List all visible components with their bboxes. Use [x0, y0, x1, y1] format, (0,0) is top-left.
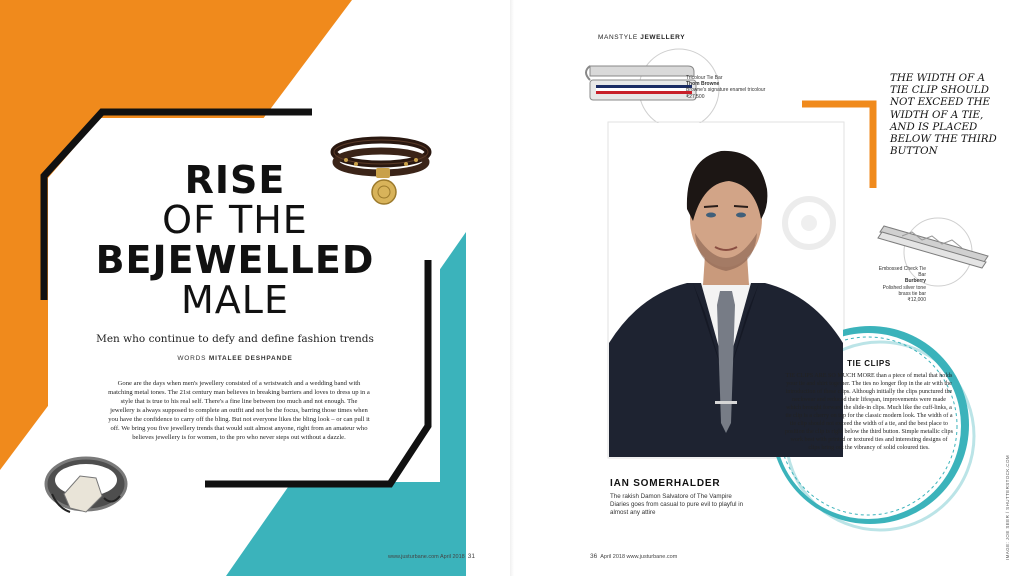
- product1-brand: Thom Browne: [686, 81, 720, 88]
- product2-label: [870, 266, 926, 303]
- tie-clips-title: TIE CLIPS: [847, 359, 891, 368]
- headline-line-2: OF THE: [162, 198, 308, 242]
- tie-clips-body: TIE CLIPS ARE SO MUCH MORE than a piece of metal that holds your tie and shirt together. The ties no longer flop in the air with the introduction of these clips. Although initially the clips punctured the neckwear and reduced their lifespan, improvements were made which brought forward the slide-in clips. Much like the cuff-links, a tie clip is a cherry on top for the classic modern look. The width of a tie clip should not exceed the width of a tie, and the best place to position the clip is right below the third button. Simple metallic clips work best with printed or textured ties and interesting designs of clips bring out the vibrancy of solid coloured ties.: [785, 373, 953, 451]
- spine-gutter: [510, 0, 514, 576]
- headline-line-4: MALE: [181, 278, 289, 322]
- right-folio-page-number: 36: [590, 553, 598, 560]
- right-folio-site: April 2018 www.justurbane.com: [600, 554, 678, 560]
- headline-line-3: BEJEWELLED: [95, 238, 375, 282]
- section-name: JEWELLERY: [640, 34, 686, 41]
- byline-author: MITALEE DESHPANDE: [208, 355, 293, 362]
- byline: [90, 355, 380, 362]
- photo-credit: IMAGE: JOE SEER / SHUTTERSTOCK.COM: [1005, 455, 1010, 561]
- left-folio: [388, 553, 475, 560]
- article-headline: [60, 160, 410, 320]
- left-folio-page-number: 31: [467, 553, 475, 560]
- headline-line-1: RISE: [184, 158, 286, 202]
- product1-name: Tricolour Tie Bar: [686, 75, 723, 81]
- left-folio-site: www.justurbane.com April 2018: [388, 554, 465, 560]
- silver-ring-image: [46, 458, 126, 512]
- product1-label: [686, 75, 776, 100]
- product1-price: ₹27,500: [686, 93, 705, 100]
- right-folio: [590, 553, 677, 560]
- tricolour-tie-bar-image: [586, 66, 696, 100]
- product1-desc: Browne's signature enamel tricolour: [686, 87, 766, 94]
- caption-name: IAN SOMERHALDER: [610, 478, 721, 489]
- product2-desc: Polished silver tone brass tie bar: [882, 284, 926, 297]
- tie-clips-sidebar: [784, 345, 954, 515]
- caption-text: The rakish Damon Salvatore of The Vampire Diaries goes from casual to pure evil to playful in almost any attire: [610, 493, 744, 516]
- byline-prefix: WORDS: [177, 355, 207, 362]
- article-deck: Men who continue to defy and define fashion trends: [96, 333, 374, 345]
- section-header: [598, 34, 685, 41]
- product2-name: Embossed Check Tie Bar: [878, 266, 926, 279]
- intro-paragraph: Gone are the days when men's jewellery consisted of a wristwatch and a wedding band with matching metal tones. The 21st century man believes in breaking barriers and loves to dress up in a style that is true to his real self. There's a fine line between too much and not enough. The jewellery is always supposed to complete an outfit and not be the focus, barring those times when you have the confidence to carry off the bling. But not everyone likes the bling look – or can pull it off. We bring you five jewellery trends that would suit almost anyone, right from an amateur who believes jewellery is for women, to the pro who never steps out without a dazzle.: [108, 380, 370, 441]
- product2-price: ₹12,000: [907, 297, 926, 304]
- product2-brand: Burberry: [904, 278, 926, 285]
- pull-quote: THE WIDTH OF A TIE CLIP SHOULD NOT EXCEED THE WIDTH OF A TIE, AND IS PLACED BELOW THE THIRD BUTTON: [890, 72, 997, 158]
- section-prefix: MANSTYLE: [598, 34, 638, 41]
